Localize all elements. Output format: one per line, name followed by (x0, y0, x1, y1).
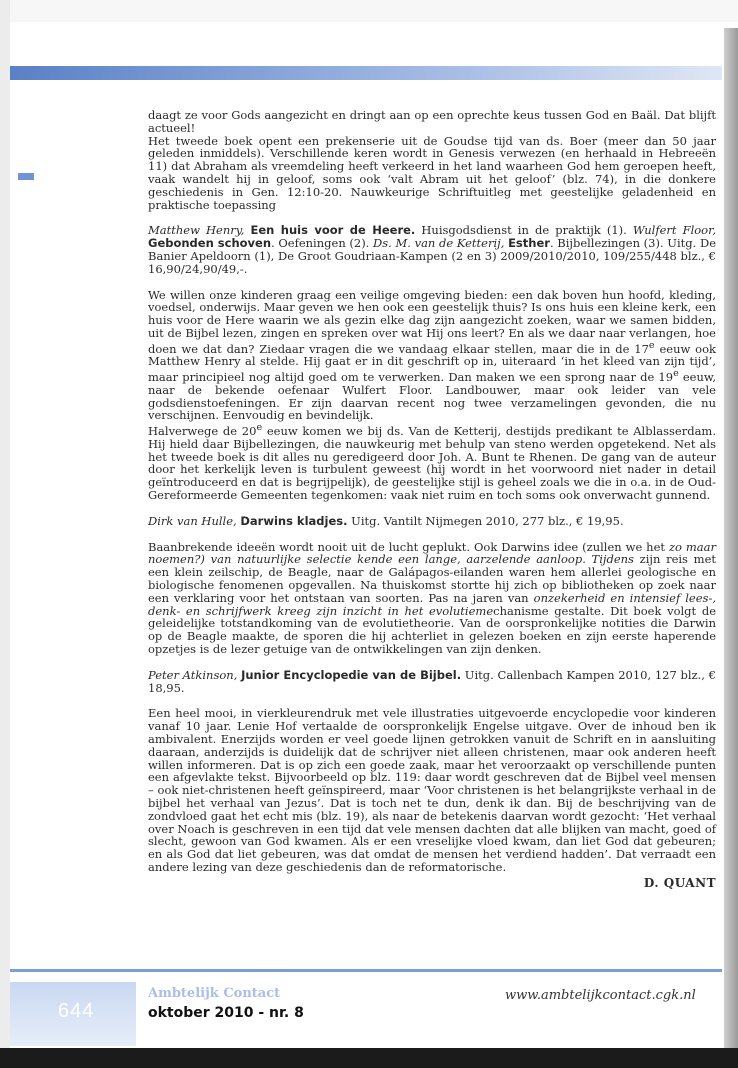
book-title: Een huis voor de Heere. (250, 223, 416, 238)
author-name: Wulfert Floor, (632, 223, 716, 238)
author-name: Peter Atkinson, (148, 667, 238, 682)
author-name: Dirk van Hulle, (148, 513, 237, 528)
review-2-paragraph-2: Halverwege de 20e eeuw komen we bij ds. Van de Ketterij, destijds predikant te Alblasserdam. Hij hield daar Bijbellezingen, die nauwkeurig met behulp van steno werden opgetekend. Net als het tweede boek is dit alles nu geredigeerd door Joh. A. Bunt te Rhenen. De gang van de auteur door het kerkelijk leven is turbulent geweest (hij wordt in het voorwoord niet nader in detail geïntroduceerd en dat is begrijpelijk), de geestelijke stijl is geheel zoals we die in o.a. in de Oud-Gereformeerde Gemeenten tegenkomen: vaak niet ruim en toch soms ook onverwacht gunnend. (148, 422, 716, 502)
publication-name: Ambtelijk Contact (148, 986, 281, 1001)
review-2-paragraph-1: We willen onze kinderen graag een veilige omgeving bieden: een dak boven hun hoofd, kleding, voedsel, onderwijs. Maar geven we hen ook een geestelijk thuis? Is ons huis een kleine kerk, een huis voor de Here waarin we als gezin elke dag zijn aangezicht zoeken, waar we samen bidden, uit de Bijbel lezen, zingen en spreken over wat Hij ons leert? En als we daar naar verlangen, hoe doen we dat dan? Ziedaar vragen die we vandaag elkaar stellen, maar die in de 17e eeuw ook Matthew Henry al stelde. Hij gaat er in dit geschrift op in, uiteraard ‘in het kleed van zijn tijd’, maar principieel nog altijd goed om te verwerken. Dan maken we een sprong naar de 19e eeuw, naar de bekende oefenaar Wulfert Floor. Landbouwer, maar ook leider van vele godsdienstoefeningen. Er zijn daarvan recent nog twee verzamelingen gevonden, die nu verschijnen. Eenvoudig en bevindelijk. (148, 287, 716, 423)
book-title: Gebonden schoven (148, 236, 272, 251)
book-reference-atkinson: Peter Atkinson, Junior Encyclopedie van de Bijbel. Uitg. Callenbach Kampen 2010, 127 blz., € 18,95. (148, 667, 716, 695)
review-intro-paragraph-1: daagt ze voor Gods aangezicht en dringt aan op een oprechte keus tussen God en Baäl. Dat blijft actueel! (148, 108, 716, 135)
book-reference-van-hulle: Dirk van Hulle, Darwins kladjes. Uitg. Vantilt Nijmegen 2010, 277 blz., € 19,95. (148, 513, 624, 528)
author-name: Ds. M. van de Ketterij, (373, 236, 505, 251)
page-number: 644 (58, 1000, 95, 1022)
margin-color-mark (18, 173, 34, 180)
author-name: Matthew Henry, (148, 223, 245, 238)
page-top-edge (0, 0, 738, 22)
review-4-paragraph-1: Een heel mooi, in vierkleurendruk met vele illustraties uitgevoerde encyclopedie voor kinderen vanaf 10 jaar. Lenie Hof vertaalde de oorspronkelijk Engelse uitgave. Over de inhoud ben ik ambivalent. Enerzijds worden er veel goede lijnen getrokken vanuit de Schrift en in aansluiting daaraan, anderzijds is duidelijk dat de schrijver niet alleen christenen, maar ook anderen heeft willen informeren. Dat is op zich een goede zaak, maar het veroorzaakt op verschillende punten een afgevlakte tekst. Bijvoorbeeld op blz. 119: daar wordt geschreven dat de Bijbel veel mensen – ook niet-christenen heeft geïnspireerd, maar ‘Voor christenen is het belangrijkste verhaal in de bijbel het verhaal van Jezus’. Dat is toch net te dun, denk ik dan. Bij de beschrijving van de zondvloed gaat het echt mis (blz. 19), als naar de betekenis daarvan wordt gezocht: ‘Het verhaal over Noach is geschreven in een tijd dat vele mensen dachten dat alle blijken van macht, goed of slecht, gewoon van God kwamen. Als er een vreselijke vloed kwam, dan liet God dat gebeuren; en als God dat liet gebeuren, was dat omdat de mensen het verdiend hadden’. Dat verraadt een andere lezing van deze geschiedenis dan de reformatorische. (148, 706, 716, 874)
website-url[interactable]: www.ambtelijkcontact.cgk.nl (505, 988, 696, 1003)
book-reference-henry-floor-ketterij: Matthew Henry, Een huis voor de Heere. Huisgodsdienst in de praktijk (1). Wulfert Floor, Gebonden schoven. Oefeningen (2). Ds. M. van de Ketterij, Esther. Bijbellezingen (3). Uitg. De Banier Apeldoorn (1), De Groot Goudriaan-Kampen (2 en 3) 2009/2010/2010, 109/255/448 blz., € 16,90/24,90/49,-. (148, 223, 717, 276)
review-intro-paragraph-2: Het tweede boek opent een prekenserie uit de Goudse tijd van ds. Boer (meer dan 50 jaar geleden inmiddels). Verschillende keren wordt in Genesis verwezen (en herhaald in Hebreeën 11) dat Abraham als vreemdeling heeft verkeerd in het land waarheen God hem geroepen heeft, vaak wandelt hij in geloof, soms ook ‘valt Abram uit het geloof’ (blz. 74), in die donkere geschiedenis in Gen. 12:10-20. Nauwkeurige Schriftuitleg met geestelijke geladenheid en praktische toepassing (148, 133, 716, 212)
page-left-edge (0, 0, 10, 1068)
header-color-rule (10, 66, 722, 80)
reviewer-signature: D. QUANT (643, 875, 716, 890)
book-title: Junior Encyclopedie van de Bijbel. (241, 667, 462, 682)
review-3-paragraph-1: Baanbrekende ideeën wordt nooit uit de lucht geplukt. Ook Darwins idee (zullen we het zo maar noemen?) van natuurlijke selectie kende een lange, aarzelende aanloop. Tijdens zijn reis met een klein zeilschip, de Beagle, naar de Galápagos-eilanden waren hem allerlei geologische en biologische fenomenen opgevallen. Na thuiskomst stortte hij zich op bibliotheken op zoek naar een verklaring voor het ontstaan van soorten. Pas na jaren van onzekerheid en intensief lees-, denk- en schrijfwerk kreeg zijn inzicht in het evolutiemechanisme gestalte. Dit boek volgt de geleidelijke totstandkoming van de evolutietheorie. Van de oorspronkelijke notities die Darwin op de Beagle maakte, de sporen die hij achterliet in gelezen boeken en zijn eerste haperende opzetjes is de lezer getuige van de ontwikkelingen van zijn denken. (148, 539, 716, 656)
book-title: Darwins kladjes. (240, 513, 348, 528)
book-title: Esther (508, 236, 550, 251)
scan-bottom-band (0, 1048, 738, 1068)
article-body (148, 109, 716, 890)
publication-issue: oktober 2010 - nr. 8 (148, 1005, 304, 1021)
page-right-edge (724, 28, 738, 1048)
footer-color-rule (10, 969, 722, 972)
